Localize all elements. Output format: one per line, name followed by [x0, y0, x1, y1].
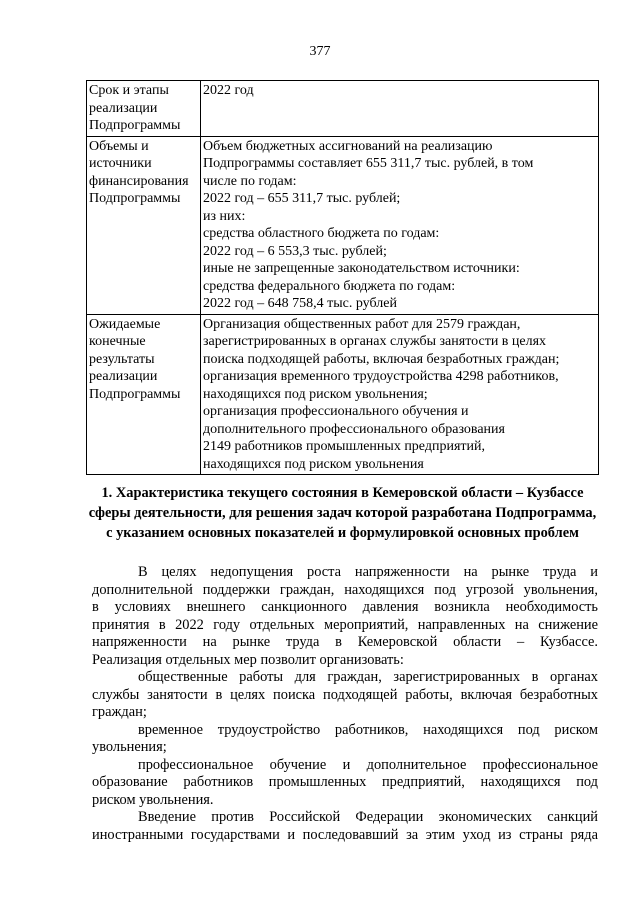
value-line: 2022 год – 648 758,4 тыс. рублей — [203, 296, 397, 311]
subprogram-passport-table — [86, 80, 599, 475]
value-line: из них: — [203, 208, 246, 224]
section-heading — [86, 483, 599, 543]
paragraph-line: временное трудоустройство работников, находящихся под риском — [138, 721, 598, 738]
value-line: Подпрограммы составляет 655 311,7 тыс. рублей, в том — [203, 156, 534, 171]
row-label — [87, 81, 201, 137]
label-line: Подпрограммы — [89, 386, 181, 402]
paragraph-line: Введение против Российской Федерации экономических санкций — [138, 809, 598, 825]
label-line: Подпрограммы — [89, 191, 181, 206]
value-line: 2022 год — [203, 83, 254, 98]
row-value — [201, 314, 599, 475]
paragraph-line: В целях недопущения роста напряженности на рынке труда и — [138, 564, 598, 580]
value-line: средства областного бюджета по годам: — [203, 226, 440, 241]
value-line: числе по годам: — [203, 173, 297, 189]
body-text — [92, 564, 598, 844]
table-row — [87, 81, 599, 137]
label-line: конечные — [89, 334, 146, 349]
paragraph-line: риском увольнения. — [92, 791, 214, 808]
paragraph-line: службы занятости в целях поиска подходящей работы, включая безработных — [92, 686, 598, 703]
paragraph-line: дополнительной поддержки граждан, находящихся под угрозой увольнения, — [92, 581, 598, 598]
paragraph — [92, 809, 598, 844]
value-line: находящихся под риском увольнения; — [203, 386, 428, 402]
label-line: реализации — [89, 100, 158, 116]
label-line: Объемы и — [89, 138, 149, 154]
value-line: средства федерального бюджета по годам: — [203, 278, 456, 294]
table-row — [87, 314, 599, 475]
paragraph — [92, 722, 598, 757]
row-label — [87, 314, 201, 475]
value-line: организация профессионального обучения и — [203, 404, 469, 419]
value-line: поиска подходящей работы, включая безработных граждан; — [203, 351, 560, 367]
paragraph-line: общественные работы для граждан, зарегистрированных в органах — [138, 669, 598, 685]
paragraph-line: Реализация отдельных мер позволит организовать: — [92, 651, 404, 668]
paragraph-line: увольнения; — [92, 739, 167, 755]
value-line: дополнительного профессионального образования — [203, 421, 505, 437]
value-line: организация временного трудоустройства 4298 работников, — [203, 369, 559, 384]
value-line: находящихся под риском увольнения — [203, 456, 424, 472]
heading-line: с указанием основных показателей и формулировкой основных проблем — [106, 525, 579, 541]
paragraph — [92, 564, 598, 669]
label-line: финансирования — [89, 173, 189, 189]
label-line: Подпрограммы — [89, 118, 181, 133]
value-line: 2149 работников промышленных предприятий, — [203, 439, 485, 454]
value-line: 2022 год – 655 311,7 тыс. рублей; — [203, 191, 401, 206]
label-line: источники — [89, 156, 152, 171]
heading-line: сферы деятельности, для решения задач которой разработана Подпрограмма, — [88, 505, 597, 521]
label-line: Ожидаемые — [89, 316, 161, 332]
row-label — [87, 136, 201, 314]
label-line: результаты — [89, 351, 155, 367]
value-line: Организация общественных работ для 2579 граждан, — [203, 316, 521, 332]
page-number: 377 — [309, 44, 331, 59]
paragraph-line: в условиях внешнего санкционного давления возникла необходимость — [92, 599, 598, 615]
paragraph-line: иностранными государствами и последовавший за этим уход из страны ряда — [92, 826, 598, 843]
row-value — [201, 136, 599, 314]
paragraph — [92, 669, 598, 722]
value-line: иные не запрещенные законодательством источники: — [203, 261, 520, 276]
label-line: Срок и этапы — [89, 83, 169, 98]
paragraph-line: граждан; — [92, 704, 147, 720]
value-line: Объем бюджетных ассигнований на реализацию — [203, 138, 493, 154]
paragraph-line: профессиональное обучение и дополнительное профессиональное — [138, 756, 598, 773]
value-line: зарегистрированных в органах службы занятости в целях — [203, 334, 547, 349]
paragraph-line: напряженности на рынке труда в Кемеровской области – Кузбассе. — [92, 634, 598, 650]
paragraph-line: принятия в 2022 году отдельных мероприятий, направленных на снижение — [92, 616, 598, 633]
heading-line: 1. Характеристика текущего состояния в Кемеровской области – Кузбассе — [101, 485, 584, 501]
paragraph-line: образование работников промышленных предприятий, находящихся под — [92, 774, 598, 790]
label-line: реализации — [89, 369, 158, 384]
paragraph — [92, 757, 598, 810]
row-value — [201, 81, 599, 137]
table-row — [87, 136, 599, 314]
value-line: 2022 год – 6 553,3 тыс. рублей; — [203, 243, 387, 259]
